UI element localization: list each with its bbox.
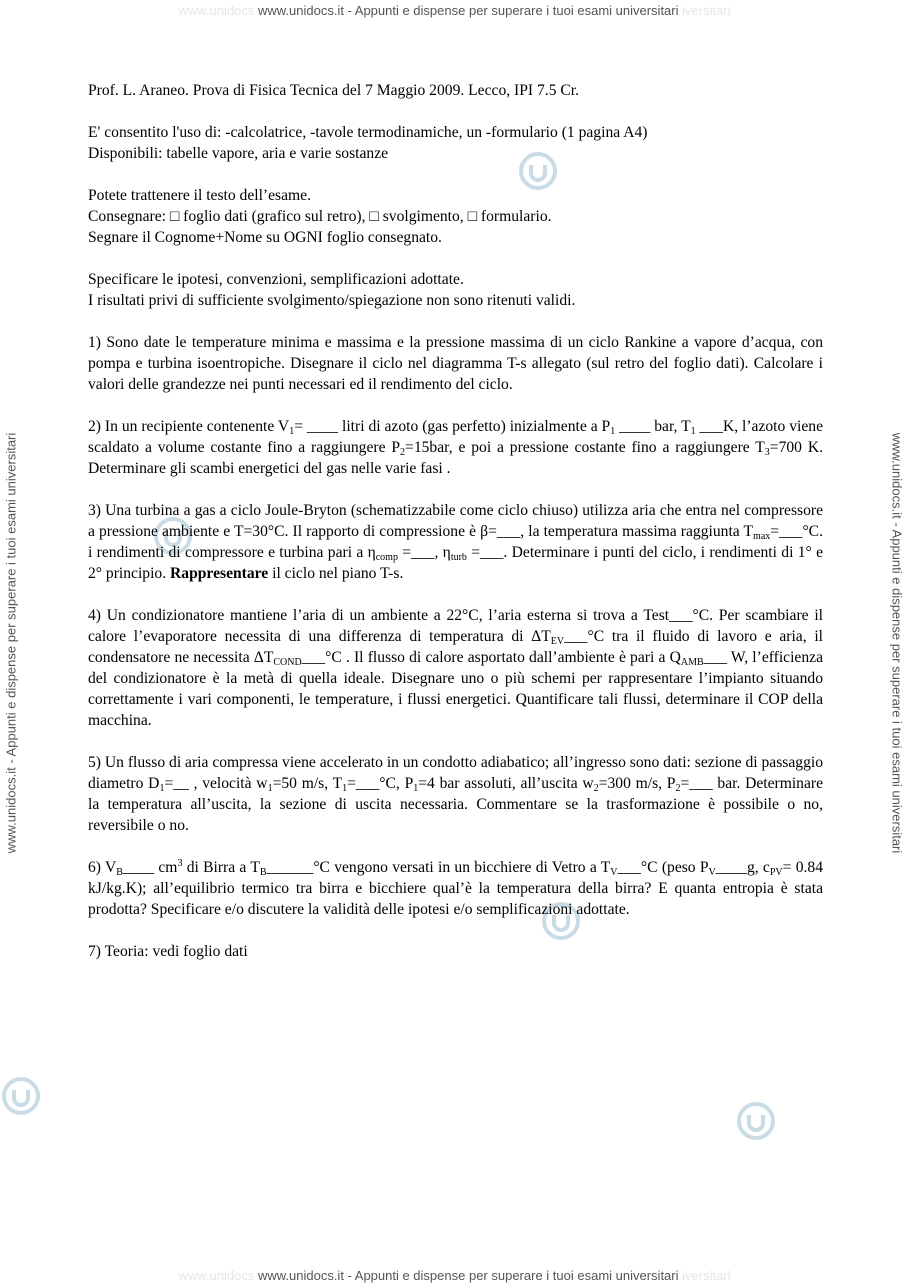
watermark-footer: [0, 1268, 909, 1283]
subscript: turb: [450, 552, 467, 563]
subscript: V: [708, 867, 716, 878]
watermark-text: www.unidocs.it - Appunti e dispense per superare i tuoi esami universitari: [257, 1268, 679, 1283]
q4-text: ___°C tra il fluido di lavoro e aria, il condensatore ne necessita ΔT: [88, 628, 823, 666]
watermark-ghost-left: www.unidocs: [178, 1268, 255, 1283]
q6-text: di Birra a T: [182, 859, 260, 876]
subscript: 1: [289, 426, 295, 437]
q3-text: il ciclo nel piano T-s.: [268, 565, 404, 582]
subscript: 1: [610, 426, 616, 437]
q5-text: =___°C, P: [347, 775, 414, 792]
deliver-item: svolgimento,: [378, 208, 468, 225]
q6-text: ____ cm: [122, 859, 178, 876]
rules-deliver: [88, 206, 823, 227]
subscript: 3: [764, 447, 770, 458]
checkbox-icon: □: [369, 208, 379, 225]
q6-text: ______°C vengono versati in un bicchiere di Vetro a T: [266, 859, 611, 876]
subscript: 1: [342, 783, 348, 794]
q3-bold-text: Rappresentare: [170, 565, 269, 582]
watermark-left-side: www.unidocs.it - Appunti e dispense per superare i tuoi esami universitari: [3, 432, 19, 854]
q4-text: ___ W, l’efficienza del condizionatore è la metà di quella ideale. Disegnare uno o più schemi per rappresentare l’impianto situando correttamente i vari componenti, le temperature, i flussi energetici. Quantificare tali flussi, determinare il COP della macchina.: [88, 649, 823, 729]
q3-text: =___, η: [397, 544, 451, 561]
subscript: B: [259, 867, 267, 878]
q4-text: ___°C . Il flusso di calore asportato dall’ambiente è pari a Q: [301, 649, 681, 666]
unidocs-logo-icon: [0, 1075, 42, 1117]
rules-sign: Segnare il Cognome+Nome su OGNI foglio consegnato.: [88, 229, 442, 246]
q6-text: 6) V: [88, 859, 117, 876]
q2-text: 2) In un recipiente contenente V: [88, 418, 290, 435]
checkbox-icon: □: [169, 208, 180, 225]
subscript: COND: [273, 657, 302, 668]
q5-text: 5) Un flusso di aria compressa viene accelerato in un condotto adiabatico; all’ingresso sono dati: sezione di passaggio diametro D: [88, 754, 823, 792]
deliver-prefix: Consegnare:: [88, 208, 170, 225]
q5-text: =___ bar. Determinare la temperatura all’uscita, la sezione di uscita necessaria. Commentare se la trasformazione è possibile o no, reversibile o no.: [88, 775, 824, 834]
subscript: PV: [769, 867, 783, 878]
subscript: max: [753, 531, 771, 542]
checkbox-icon: □: [467, 208, 478, 225]
q2-text: =15bar, e poi a pressione costante fino a raggiungere T: [405, 439, 765, 456]
question-7: 7) Teoria: vedi foglio dati: [88, 943, 248, 960]
q6-text: ___°C (peso P: [617, 859, 709, 876]
q2-text: =700 K. Determinare gli scambi energetici del gas nelle varie fasi .: [88, 439, 823, 477]
subscript: B: [116, 867, 123, 878]
deliver-item: foglio dati (grafico sul retro),: [179, 208, 370, 225]
q5-text: =300 m/s, P: [598, 775, 676, 792]
q3-text: =___. Determinare i punti del ciclo, i rendimenti di 1° e 2° principio.: [88, 544, 823, 582]
watermark-text: www.unidocs.it - Appunti e dispense per superare i tuoi esami universitari: [257, 3, 679, 18]
exam-header: Prof. L. Araneo. Prova di Fisica Tecnica del 7 Maggio 2009. Lecco, IPI 7.5 Cr.: [88, 82, 580, 99]
deliver-item: formulario.: [477, 208, 552, 225]
superscript: 3: [177, 858, 183, 869]
q6-text: = 0.84 kJ/kg.K); all’equilibrio termico tra birra e bicchiere qual’è la temperatura della birra? E quanta entropia è stata prodotta? Specificare e/o discutere la validità delle ipotesi e/o semplificazioni adottate.: [88, 859, 824, 918]
subscript: 1: [159, 783, 165, 794]
watermark-header: [0, 3, 909, 18]
q3-text: 3) Una turbina a gas a ciclo Joule-Bryton (schematizzabile come ciclo chiuso) utilizza aria che entra nel compressore a pressione ambiente e T=30°C. Il rapporto di compressione è β=___, la temperatura massima raggiunta T: [88, 502, 823, 540]
rules-available: Disponibili: tabelle vapore, aria e varie sostanze: [88, 145, 389, 162]
subscript: 1: [690, 426, 696, 437]
watermark-ghost-right: iversitari: [682, 1268, 731, 1283]
question-5: [88, 752, 823, 836]
q5-text: =50 m/s, T: [272, 775, 343, 792]
question-4: [88, 605, 823, 731]
q3-text: =___°C. i rendimenti di compressore e turbina pari a η: [88, 523, 823, 561]
subscript: AMB: [680, 657, 704, 668]
subscript: comp: [375, 552, 398, 563]
watermark-right-side: www.unidocs.it - Appunti e dispense per superare i tuoi esami universitari: [889, 432, 905, 854]
rules-hypotheses: Specificare le ipotesi, convenzioni, semplificazioni adottate.: [88, 271, 464, 288]
subscript: V: [610, 867, 618, 878]
q6-text: ____g, c: [715, 859, 770, 876]
q5-text: =__ , velocità w: [164, 775, 268, 792]
unidocs-logo-icon: [735, 1100, 777, 1142]
rules-validity: I risultati privi di sufficiente svolgimento/spiegazione non sono ritenuti validi.: [88, 292, 576, 309]
subscript: 2: [675, 783, 681, 794]
q5-text: =4 bar assoluti, all’uscita w: [418, 775, 594, 792]
question-3: [88, 500, 823, 584]
subscript: 2: [400, 447, 406, 458]
question-2: [88, 416, 823, 479]
rules-allowed: E' consentito l'uso di: -calcolatrice, -tavole termodinamiche, un -formulario (1 pagina A4): [88, 124, 648, 141]
q2-text: = ____ litri di azoto (gas perfetto) inizialmente a P: [294, 418, 611, 435]
q4-text: 4) Un condizionatore mantiene l’aria di un ambiente a 22°C, l’aria esterna si trova a Test___°C. Per scambiare il calore l’evaporatore necessita di una differenza di temperatura di ΔT: [88, 607, 823, 645]
q2-text: ___K, l’azoto viene scaldato a volume costante fino a raggiungere P: [88, 418, 824, 456]
rules-keep-text: Potete trattenere il testo dell’esame.: [88, 187, 311, 204]
subscript: 1: [267, 783, 273, 794]
watermark-ghost-right: iversitari: [682, 3, 731, 18]
q2-text: ____ bar, T: [615, 418, 691, 435]
watermark-ghost-left: www.unidocs: [178, 3, 255, 18]
subscript: 1: [413, 783, 419, 794]
subscript: EV: [550, 636, 565, 647]
question-6: [88, 857, 823, 920]
exam-page: [88, 80, 823, 962]
subscript: 2: [593, 783, 599, 794]
question-1: 1) Sono date le temperature minima e massima e la pressione massima di un ciclo Rankine a vapore d’acqua, con pompa e turbina isoentropiche. Disegnare il ciclo nel diagramma T-s allegato (sul retro del foglio dati). Calcolare i valori delle grandezze nei punti necessari ed il rendimento del ciclo.: [88, 334, 823, 393]
